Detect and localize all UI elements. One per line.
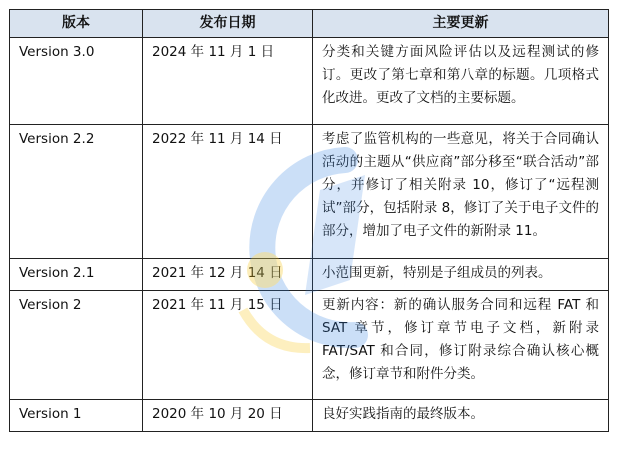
version-cell: Version 2	[10, 291, 143, 400]
table-header-row	[10, 10, 609, 38]
update-cell: 小范围更新，特别是子组成员的列表。	[313, 259, 609, 291]
update-cell: 分类和关键方面风险评估以及远程测试的修订。更改了第七章和第八章的标题。几项格式化改进。更改了文档的主要标题。	[313, 38, 609, 125]
table-row	[10, 291, 609, 400]
table-row	[10, 400, 609, 432]
date-cell: 2024 年 11 月 1 日	[143, 38, 313, 125]
header-version: 版本	[10, 10, 143, 38]
update-cell: 更新内容：新的确认服务合同和远程 FAT 和 SAT 章节，修订章节电子文档，新附录 FAT/SAT 和合同，修订附录综合确认核心概念，修订章节和附件分类。	[313, 291, 609, 400]
version-history-table-container	[9, 9, 608, 444]
header-release-date: 发布日期	[143, 10, 313, 38]
table-row	[10, 38, 609, 125]
update-cell: 良好实践指南的最终版本。	[313, 400, 609, 432]
version-cell: Version 1	[10, 400, 143, 432]
version-cell: Version 2.2	[10, 125, 143, 259]
table-row	[10, 259, 609, 291]
header-main-updates: 主要更新	[313, 10, 609, 38]
date-cell: 2022 年 11 月 14 日	[143, 125, 313, 259]
update-cell: 考虑了监管机构的一些意见，将关于合同确认活动的主题从“供应商”部分移至“联合活动”部分，并修订了相关附录 10，修订了“远程测试”部分，包括附录 8，修订了关于电子文件的部分，增加了电子文件的新附录 11。	[313, 125, 609, 259]
version-history-table	[9, 9, 609, 432]
date-cell: 2020 年 10 月 20 日	[143, 400, 313, 432]
table-row	[10, 125, 609, 259]
date-cell: 2021 年 11 月 15 日	[143, 291, 313, 400]
version-cell: Version 2.1	[10, 259, 143, 291]
version-cell: Version 3.0	[10, 38, 143, 125]
date-cell: 2021 年 12 月 14 日	[143, 259, 313, 291]
